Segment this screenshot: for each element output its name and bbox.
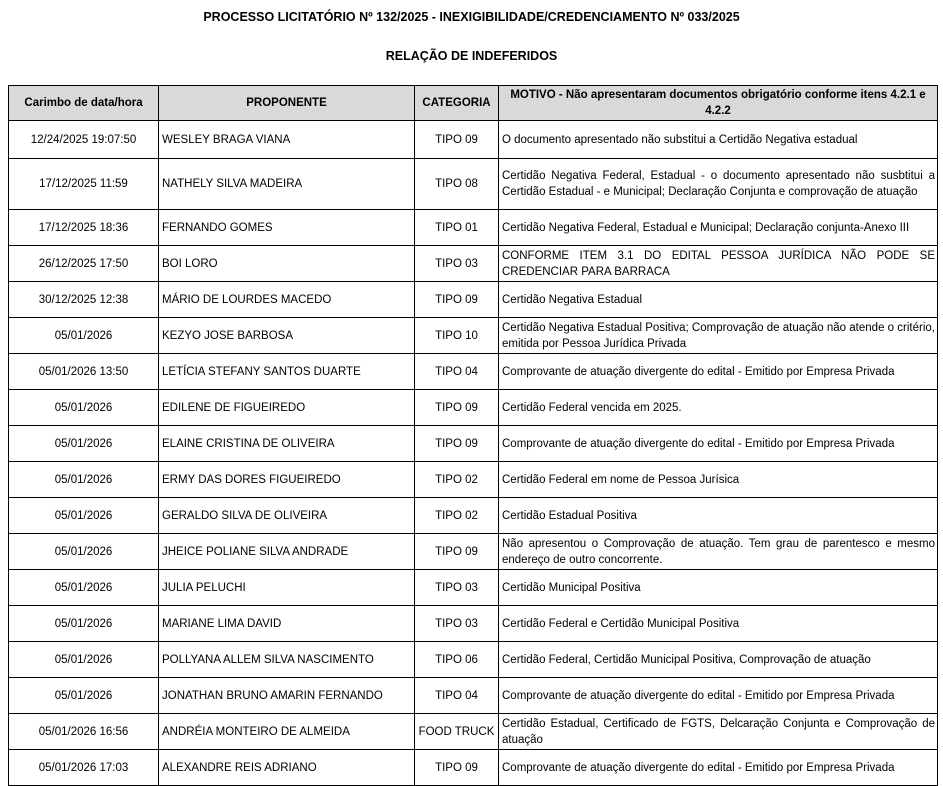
cell-reason: Comprovante de atuação divergente do edital - Emitido por Empresa Privada <box>499 426 938 462</box>
cell-date: 05/01/2026 <box>9 606 159 642</box>
cell-category: TIPO 09 <box>415 534 499 570</box>
cell-date: 26/12/2025 17:50 <box>9 246 159 282</box>
cell-proponent: MARIANE LIMA DAVID <box>159 606 415 642</box>
cell-date: 05/01/2026 <box>9 318 159 354</box>
cell-proponent: POLLYANA ALLEM SILVA NASCIMENTO <box>159 642 415 678</box>
column-header-proponent: PROPONENTE <box>159 86 415 121</box>
cell-category: TIPO 03 <box>415 246 499 282</box>
cell-reason: Certidão Federal, Certidão Municipal Positiva, Comprovação de atuação <box>499 642 938 678</box>
cell-proponent: FERNANDO GOMES <box>159 210 415 246</box>
cell-category: TIPO 09 <box>415 282 499 318</box>
cell-category: TIPO 09 <box>415 390 499 426</box>
cell-reason: O documento apresentado não substitui a Certidão Negativa estadual <box>499 121 938 159</box>
table-row <box>9 159 938 210</box>
table-body <box>9 121 938 786</box>
cell-proponent: MÁRIO DE LOURDES MACEDO <box>159 282 415 318</box>
cell-reason: Certidão Federal vencida em 2025. <box>499 390 938 426</box>
cell-reason: Certidão Estadual Positiva <box>499 498 938 534</box>
cell-proponent: JHEICE POLIANE SILVA ANDRADE <box>159 534 415 570</box>
table-row <box>9 462 938 498</box>
table-row <box>9 534 938 570</box>
table-row <box>9 390 938 426</box>
cell-category: TIPO 02 <box>415 462 499 498</box>
table-row <box>9 678 938 714</box>
table-row <box>9 714 938 750</box>
cell-proponent: JULIA PELUCHI <box>159 570 415 606</box>
rejected-list-table <box>8 85 938 786</box>
table-row <box>9 210 938 246</box>
cell-reason: Certidão Estadual, Certificado de FGTS, Delcaração Conjunta e Comprovação de atuação <box>499 714 938 750</box>
table-row <box>9 570 938 606</box>
table-header-row <box>9 86 938 121</box>
table-row <box>9 282 938 318</box>
table-row <box>9 606 938 642</box>
cell-category: TIPO 10 <box>415 318 499 354</box>
cell-category: FOOD TRUCK <box>415 714 499 750</box>
cell-date: 05/01/2026 16:56 <box>9 714 159 750</box>
table-row <box>9 498 938 534</box>
cell-date: 17/12/2025 11:59 <box>9 159 159 210</box>
cell-reason: Certidão Municipal Positiva <box>499 570 938 606</box>
cell-reason: Certidão Negativa Estadual Positiva; Comprovação de atuação não atende o critério, emitida por Pessoa Jurídica Privada <box>499 318 938 354</box>
cell-date: 05/01/2026 <box>9 498 159 534</box>
table-row <box>9 121 938 159</box>
column-header-date: Carimbo de data/hora <box>9 86 159 121</box>
cell-category: TIPO 08 <box>415 159 499 210</box>
cell-reason: Comprovante de atuação divergente do edital - Emitido por Empresa Privada <box>499 678 938 714</box>
cell-date: 12/24/2025 19:07:50 <box>9 121 159 159</box>
cell-date: 05/01/2026 <box>9 462 159 498</box>
cell-category: TIPO 03 <box>415 570 499 606</box>
column-header-category: CATEGORIA <box>415 86 499 121</box>
cell-date: 05/01/2026 17:03 <box>9 750 159 786</box>
cell-reason: Comprovante de atuação divergente do edital - Emitido por Empresa Privada <box>499 750 938 786</box>
table-row <box>9 426 938 462</box>
cell-date: 05/01/2026 <box>9 534 159 570</box>
cell-category: TIPO 04 <box>415 354 499 390</box>
cell-category: TIPO 09 <box>415 750 499 786</box>
cell-date: 05/01/2026 <box>9 390 159 426</box>
cell-date: 30/12/2025 12:38 <box>9 282 159 318</box>
cell-proponent: WESLEY BRAGA VIANA <box>159 121 415 159</box>
cell-reason: Comprovante de atuação divergente do edital - Emitido por Empresa Privada <box>499 354 938 390</box>
cell-category: TIPO 01 <box>415 210 499 246</box>
cell-category: TIPO 09 <box>415 426 499 462</box>
cell-date: 17/12/2025 18:36 <box>9 210 159 246</box>
cell-reason: CONFORME ITEM 3.1 DO EDITAL PESSOA JURÍDICA NÃO PODE SE CREDENCIAR PARA BARRACA <box>499 246 938 282</box>
cell-date: 05/01/2026 <box>9 426 159 462</box>
cell-proponent: NATHELY SILVA MADEIRA <box>159 159 415 210</box>
cell-proponent: ELAINE CRISTINA DE OLIVEIRA <box>159 426 415 462</box>
cell-category: TIPO 03 <box>415 606 499 642</box>
table-row <box>9 642 938 678</box>
table-row <box>9 750 938 786</box>
cell-date: 05/01/2026 <box>9 570 159 606</box>
cell-proponent: ERMY DAS DORES FIGUEIREDO <box>159 462 415 498</box>
cell-category: TIPO 09 <box>415 121 499 159</box>
cell-proponent: LETÍCIA STEFANY SANTOS DUARTE <box>159 354 415 390</box>
cell-proponent: BOI LORO <box>159 246 415 282</box>
cell-reason: Certidão Federal e Certidão Municipal Positiva <box>499 606 938 642</box>
cell-category: TIPO 06 <box>415 642 499 678</box>
cell-proponent: JONATHAN BRUNO AMARIN FERNANDO <box>159 678 415 714</box>
cell-proponent: ALEXANDRE REIS ADRIANO <box>159 750 415 786</box>
cell-category: TIPO 04 <box>415 678 499 714</box>
cell-reason: Certidão Negativa Federal, Estadual - o documento apresentado não susbtitui a Certidão Estadual - e Municipal; Declaração Conjunta e comprovação de atuação <box>499 159 938 210</box>
document-title: PROCESSO LICITATÓRIO Nº 132/2025 - INEXIGIBILIDADE/CREDENCIAMENTO Nº 033/2025 <box>203 10 740 24</box>
cell-reason: Certidão Negativa Estadual <box>499 282 938 318</box>
cell-date: 05/01/2026 <box>9 678 159 714</box>
cell-proponent: KEZYO JOSE BARBOSA <box>159 318 415 354</box>
table-row <box>9 318 938 354</box>
document-subtitle: RELAÇÃO DE INDEFERIDOS <box>385 49 558 63</box>
cell-reason: Certidão Negativa Federal, Estadual e Municipal; Declaração conjunta-Anexo III <box>499 210 938 246</box>
cell-reason: Não apresentou o Comprovação de atuação. Tem grau de parentesco e mesmo endereço de outro concorrente. <box>499 534 938 570</box>
cell-proponent: ANDRÉIA MONTEIRO DE ALMEIDA <box>159 714 415 750</box>
cell-date: 05/01/2026 13:50 <box>9 354 159 390</box>
table-row <box>9 354 938 390</box>
cell-reason: Certidão Federal em nome de Pessoa Jurísica <box>499 462 938 498</box>
cell-proponent: GERALDO SILVA DE OLIVEIRA <box>159 498 415 534</box>
cell-proponent: EDILENE DE FIGUEIREDO <box>159 390 415 426</box>
cell-date: 05/01/2026 <box>9 642 159 678</box>
cell-category: TIPO 02 <box>415 498 499 534</box>
table-row <box>9 246 938 282</box>
column-header-reason: MOTIVO - Não apresentaram documentos obrigatório conforme itens 4.2.1 e 4.2.2 <box>499 86 938 121</box>
